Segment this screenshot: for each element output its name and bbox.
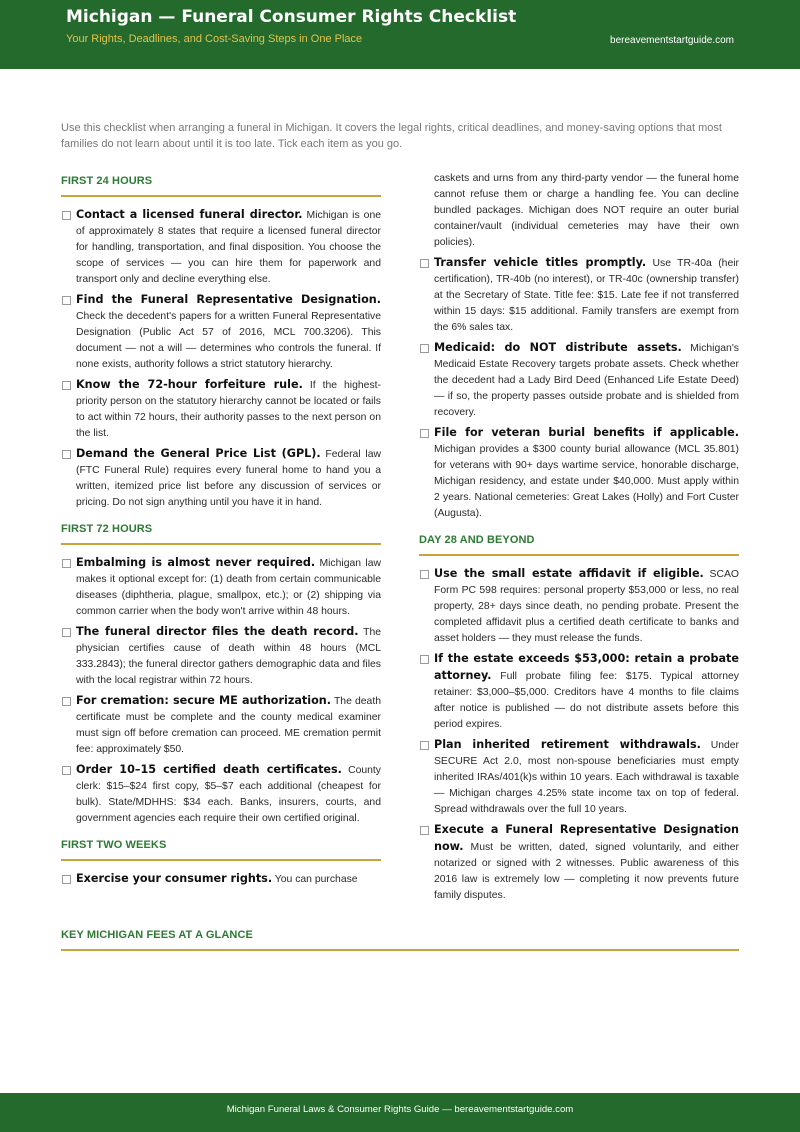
item-text: Federal law (FTC Funeral Rule) requires every funeral home to hand you a written, itemized price list before any discussion of services or pricing. Do not sign anything until you have it in hand. [76,449,381,508]
intro-text: Use this checklist when arranging a funeral in Michigan. It covers the legal rights, critical deadlines, and money-saving options that most families do not learn about until it is too late. Tick each item as you go. [61,122,722,150]
checkbox[interactable] [420,429,429,438]
item-lead: If the estate exceeds $53,000: retain a probate attorney. [434,652,739,682]
checklist-item [61,762,381,827]
item-text: Michigan provides a $300 county burial allowance (MCL 35.801) for veterans with 90+ days wartime service, honorable discharge, Michigan residency, and estate under $40,000. Must apply within 2 years. National cemeteries: Great Lakes (Holly) and Fort Custer (Augusta). [434,444,739,519]
checkbox[interactable] [62,450,71,459]
item-text: Full probate filing fee: $175. Typical attorney retainer: $3,000–$5,000. Creditors have 4 months to file claims after notice is published — do not distribute assets before this period expires. [434,671,739,730]
item-text: Michigan law makes it optional except for: (1) death from certain communicable diseases (diphtheria, plague, smallpox, etc.); or (2) shipping via common carrier when the body won't arrive within 48 hours. [76,558,381,617]
checklist-item [419,737,739,818]
checkbox[interactable] [62,296,71,305]
checkbox[interactable] [420,655,429,664]
item-text: Under SECURE Act 2.0, most non-spouse beneficiaries must empty inherited IRAs/401(k)s within 10 years. Each withdrawal is taxable — Michigan charges 4.25% state income tax on top of federal. Spread withdrawals over the full 10 years. [434,740,739,815]
item-text: The physician certifies cause of death within 48 hours (MCL 333.2843); the funeral director gathers demographic data and files with the local registrar within 72 hours. [76,627,381,686]
checklist-item [61,555,381,620]
item-lead: Transfer vehicle titles promptly. [434,256,647,269]
checkbox[interactable] [62,628,71,637]
checklist-item [419,255,739,336]
section-heading-key-fees: KEY MICHIGAN FEES AT A GLANCE [61,929,739,951]
checklist-item [419,340,739,421]
item-text: The death certificate must be complete and the county medical examiner must sign off before cremation can proceed. ME cremation permit fee: approximately $50. [76,696,381,755]
checklist-item [61,624,381,689]
item-text: Must be written, dated, signed voluntarily, and either notarized or signed with 2 witnesses. Public awareness of this 2016 law is extremely low — completing it now prevents future family disputes. [434,842,739,901]
item-text: You can purchase [272,874,358,885]
item-text: Check the decedent's papers for a written Funeral Representative Designation (Public Act 57 of 2016, MCL 700.3206). This document — not a will — determines who controls the funeral. If none exists, authority follows a strict statutory hierarchy. [76,311,381,370]
item-text: Use TR-40a (heir certification), TR-40b (no interest), or TR-40c (ownership transfer) at the Secretary of State. Title fee: $15. Late fee if not transferred within 15 days: $15 additional. Family transfers are exempt from the 6% sales tax. [434,258,739,333]
item-lead: The funeral director files the death record. [76,625,359,638]
checklist-item [61,207,381,288]
item-lead: Contact a licensed funeral director. [76,208,303,221]
page-header [0,0,800,69]
item-lead: File for veteran burial benefits if applicable. [434,426,739,439]
section-heading-first-24-hours: FIRST 24 HOURS [61,175,381,197]
checkbox[interactable] [62,211,71,220]
checkbox[interactable] [62,381,71,390]
item-lead: Find the Funeral Representative Designation. [76,293,381,306]
checklist-item [61,377,381,442]
checkbox[interactable] [420,826,429,835]
checklist-item [61,693,381,758]
footer-text: Michigan Funeral Laws & Consumer Rights Guide — bereavementstartguide.com [226,1104,574,1115]
checkbox[interactable] [420,259,429,268]
item-lead: Plan inherited retirement withdrawals. [434,738,701,751]
item-lead: Embalming is almost never required. [76,556,316,569]
page-subtitle: Your Rights, Deadlines, and Cost-Saving Steps in One Place [66,33,363,45]
item-text: SCAO Form PC 598 requires: personal property $53,000 or less, no real property, 28+ days since death, no pending probate. Present the completed affidavit plus a certified death certificate to banks and asset holders — they must release the funds. [434,569,739,644]
checkbox[interactable] [420,741,429,750]
page-footer [0,1093,800,1132]
item-text: Michigan is one of approximately 8 states that require a licensed funeral director for handling, transportation, and final disposition. You choose the scope of services — you can hire them for paperwork and transport only and decline everything else. [76,210,381,285]
checklist-item [419,651,739,733]
item-lead: Execute a Funeral Representative Designation now. [434,823,739,853]
item-continuation: caskets and urns from any third-party vendor — the funeral home cannot refuse them or charge a handling fee. You can decline bundled packages. Michigan does NOT require an outer burial container/vault (individual cemeteries may have their own policies). [434,173,739,248]
header-site: bereavementstartguide.com [610,35,734,46]
checklist-item [419,822,739,904]
checkbox[interactable] [62,559,71,568]
checklist-item [61,292,381,373]
left-column [61,171,381,892]
item-lead: Use the small estate affidavit if eligible. [434,567,704,580]
checkbox[interactable] [62,875,71,884]
checklist-item [419,425,739,522]
section-heading-day-28-and-beyond: DAY 28 AND BEYOND [419,534,739,556]
checkbox[interactable] [420,344,429,353]
item-text: If the highest-priority person on the statutory hierarchy cannot be located or fails to act within 72 hours, their authority passes to the next person on the list. [76,380,381,439]
checklist-item [419,566,739,647]
checklist-item [61,446,381,511]
item-text: County clerk: $15–$24 first copy, $5–$7 each additional (cheapest for bulk). State/MDHHS: $34 each. Banks, insurers, courts, and government agencies each require their own certified original. [76,765,381,824]
section-heading-first-two-weeks: FIRST TWO WEEKS [61,839,381,861]
right-column [419,171,739,908]
item-lead: Demand the General Price List (GPL). [76,447,321,460]
page-title: Michigan — Funeral Consumer Rights Checklist [66,7,517,27]
checkbox[interactable] [62,697,71,706]
checkbox[interactable] [62,766,71,775]
item-lead: Know the 72-hour forfeiture rule. [76,378,303,391]
item-lead: Order 10–15 certified death certificates. [76,763,342,776]
item-lead: Medicaid: do NOT distribute assets. [434,341,682,354]
item-lead: Exercise your consumer rights. [76,872,273,885]
item-text: Michigan's Medicaid Estate Recovery targets probate assets. Check whether the decedent had a Lady Bird Deed (Enhanced Life Estate Deed) — if so, the property passes outside probate and is shielded from recovery. [434,343,739,418]
checklist-item [61,871,381,888]
section-heading-first-72-hours: FIRST 72 HOURS [61,523,381,545]
item-lead: For cremation: secure ME authorization. [76,694,331,707]
checkbox[interactable] [420,570,429,579]
